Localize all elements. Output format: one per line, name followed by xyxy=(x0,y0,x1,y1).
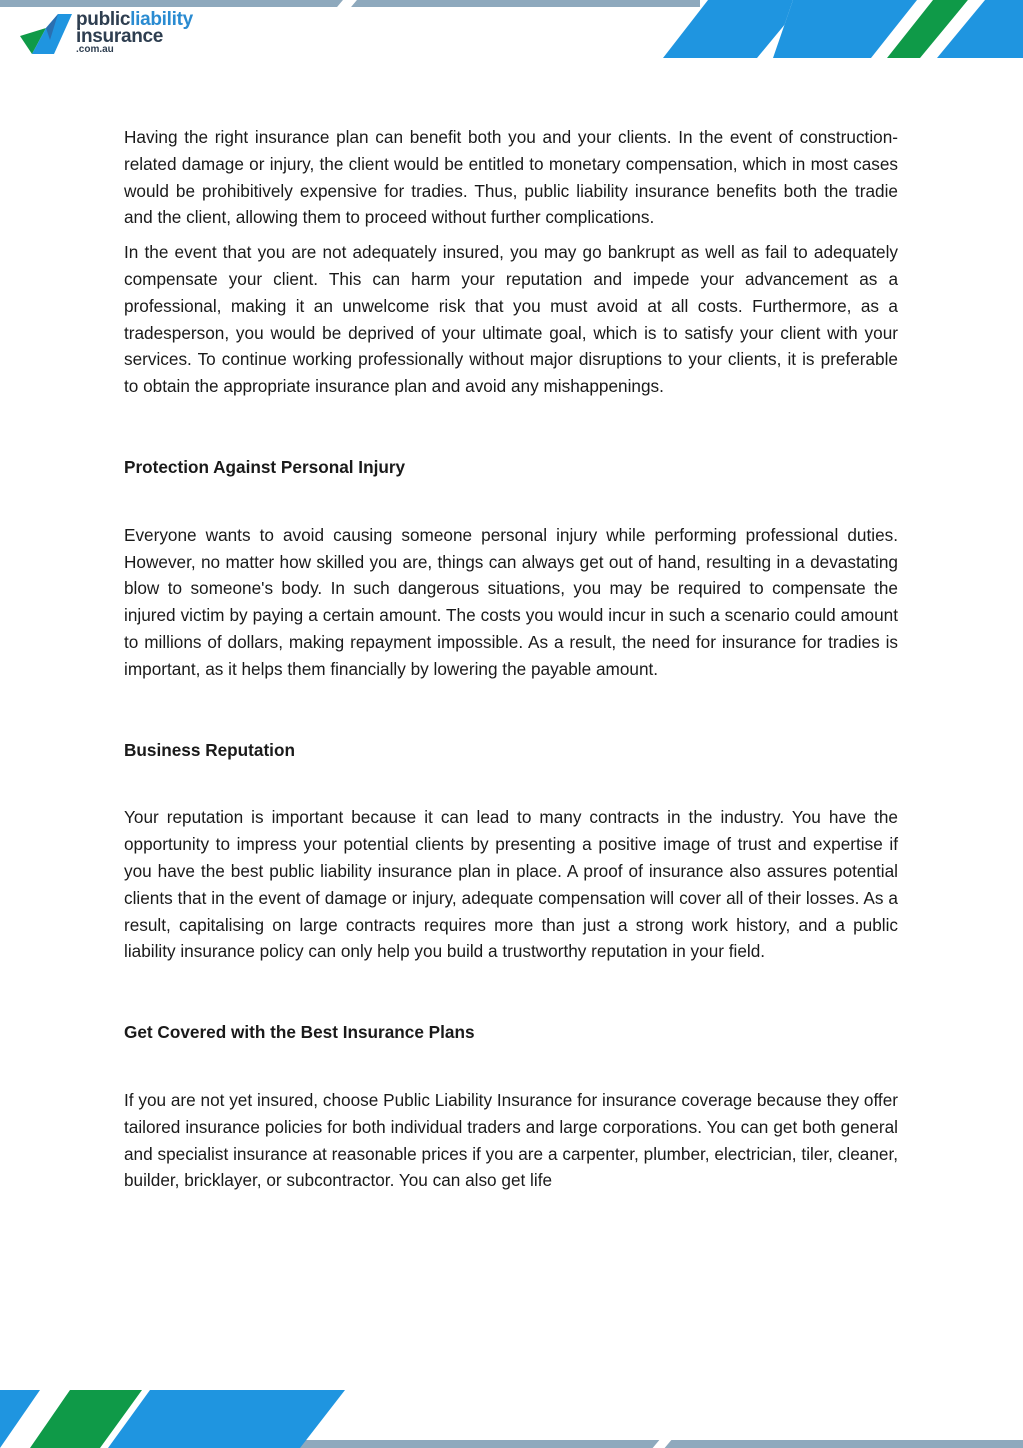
intro-paragraph-1: Having the right insurance plan can benefit both you and your clients. In the event of construction-related damage or injury, the client would be entitled to monetary compensation, which in most cases would be prohibitively expensive for tradies. Thus, public liability insurance benefits both the tradie and the client, allowing them to proceed without further complications. xyxy=(124,127,898,228)
logo-mark-icon xyxy=(20,14,72,54)
logo-domain: .com.au xyxy=(76,44,114,55)
header-stripes-graphic xyxy=(663,0,1023,58)
logo-wordmark xyxy=(76,10,193,55)
footer-stripe-blue-2 xyxy=(108,1390,345,1448)
section-heading-business-reputation: Business Reputation xyxy=(124,739,295,760)
document-body xyxy=(124,124,898,1194)
section-body-business-reputation: Your reputation is important because it can lead to many contracts in the industry. You have the opportunity to impress your potential clients by presenting a positive image of trust and expertise if you have the best public liability insurance plan in place. A proof of insurance also assures potential clients that in the event of damage or injury, adequate compensation will cover all of their losses. As a result, capitalising on large contracts requires more than just a strong work history, and a public liability insurance policy can only help you build a trustworthy reputation in your field. xyxy=(124,807,898,962)
logo-word-liability: liability xyxy=(130,9,193,30)
section-body-get-covered: If you are not yet insured, choose Public Liability Insurance for insurance coverage because they offer tailored insurance policies for both individual traders and large corporations. You can get both general and specialist insurance at reasonable prices if you are a carpenter, plumber, electrician, tiler, cleaner, builder, bricklayer, or subcontractor. You can also get life xyxy=(124,1089,898,1191)
section-heading-get-covered: Get Covered with the Best Insurance Plans xyxy=(124,1022,475,1043)
section-body-personal-injury: Everyone wants to avoid causing someone personal injury while performing professional duties. However, no matter how skilled you are, things can always get out of hand, resulting in a devastating blow to someone's body. In such dangerous situations, you may be required to compensate the injured victim by paying a certain amount. The costs you would incur in such a scenario could amount to millions of dollars, making repayment impossible. As a result, the need for insurance for tradies is important, as it helps them financially by lowering the payable amount. xyxy=(124,524,898,679)
section-heading-personal-injury: Protection Against Personal Injury xyxy=(124,456,406,477)
footer-stripes-graphic xyxy=(0,1390,345,1448)
logo-word-public: public xyxy=(76,9,131,30)
logo-word-insurance: insurance xyxy=(76,26,164,47)
brand-logo[interactable] xyxy=(20,10,210,56)
footer-stripe-blue-1 xyxy=(0,1390,40,1448)
intro-paragraph-2: In the event that you are not adequately insured, you may go bankrupt as well as fail to adequately compensate your client. This can harm your reputation and impede your advancement as a professional, making it an unwelcome risk that you must avoid at all costs. Furthermore, as a tradesperson, you would be deprived of your ultimate goal, which is to satisfy your client with your services. To continue working professionally without major disruptions to your clients, it is preferable to obtain the appropriate insurance plan and avoid any mishappenings. xyxy=(124,242,898,397)
